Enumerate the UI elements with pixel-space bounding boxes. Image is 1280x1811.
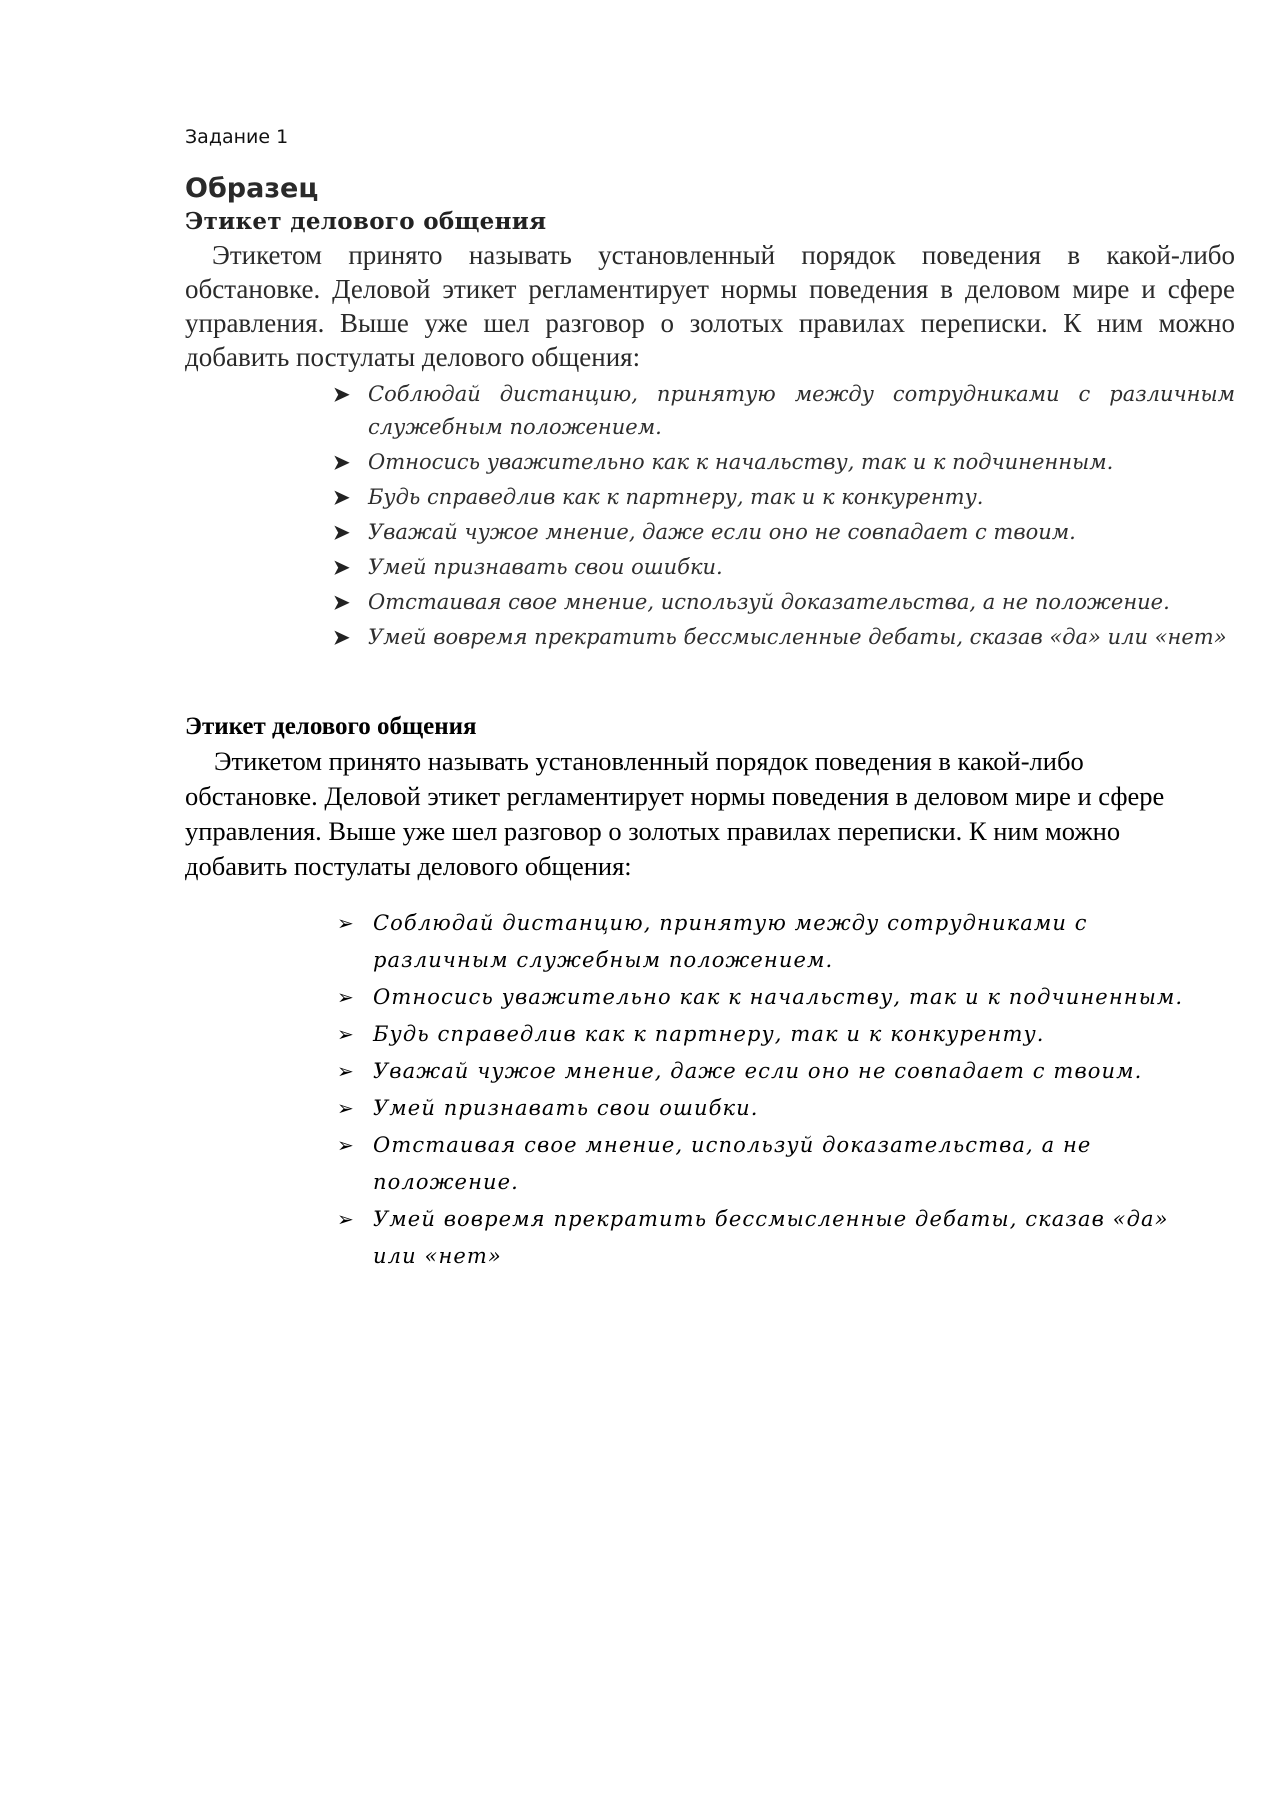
list-item (333, 445, 1235, 479)
list-item-text: Будь справедлив как к партнеру, так и к конкуренту. (368, 485, 984, 509)
arrowhead-icon: ➢ (337, 985, 354, 1009)
list-item-text: Относись уважительно как к начальству, так и к подчиненным. (368, 450, 1114, 474)
list-item-text: Соблюдай дистанцию, принятую между сотрудниками с различным служебным положением. (368, 382, 1235, 439)
list-item-text: Отстаивая свое мнение, используй доказательства, а не положение. (373, 1133, 1092, 1194)
typed-title: Этикет делового общения (185, 713, 477, 740)
list-item (333, 585, 1235, 619)
arrowhead-icon: ➢ (337, 1096, 354, 1120)
sample-paragraph: Этикетом принято называть установленный порядок поведения в какой-либо обстановке. Деловой этикет регламентирует нормы поведения в деловом мире и сфере управления. Выше уже шел разговор о золотых правилах переписки. К ним можно добавить постулаты делового общения: (185, 240, 1235, 372)
arrowhead-icon: ➢ (337, 1207, 354, 1231)
check-arrow-icon: ➤ (333, 520, 350, 544)
arrowhead-icon: ➢ (337, 1059, 354, 1083)
check-arrow-icon: ➤ (333, 555, 350, 579)
list-item (337, 979, 1185, 1016)
list-item (337, 905, 1185, 979)
list-item (337, 1053, 1185, 1090)
arrowhead-icon: ➢ (337, 1133, 354, 1157)
sample-title: Этикет делового общения (185, 208, 547, 235)
list-item (337, 1016, 1185, 1053)
arrowhead-icon: ➢ (337, 1022, 354, 1046)
task-label: Задание 1 (185, 126, 289, 148)
sample-image (185, 172, 1235, 655)
list-item-text: Относись уважительно как к начальству, так и к подчиненным. (373, 985, 1184, 1009)
typed-section (185, 710, 1185, 1275)
check-arrow-icon: ➤ (333, 485, 350, 509)
list-item (337, 1090, 1185, 1127)
list-item-text: Соблюдай дистанцию, принятую между сотрудниками с различным служебным положением. (373, 911, 1088, 972)
list-item-text: Умей признавать свои ошибки. (373, 1096, 759, 1120)
check-arrow-icon: ➤ (333, 625, 350, 649)
list-item-text: Уважай чужое мнение, даже если оно не совпадает с твоим. (368, 520, 1076, 544)
list-item-text: Будь справедлив как к партнеру, так и к конкуренту. (373, 1022, 1045, 1046)
list-item (333, 480, 1235, 514)
list-item (337, 1127, 1185, 1201)
check-arrow-icon: ➤ (333, 382, 350, 406)
list-item (333, 515, 1235, 549)
arrowhead-icon: ➢ (337, 911, 354, 935)
sample-heading: Образец (185, 173, 319, 204)
check-arrow-icon: ➤ (333, 590, 350, 614)
check-arrow-icon: ➤ (333, 450, 350, 474)
list-item-text: Умей вовремя прекратить бессмысленные дебаты, сказав «да» или «нет» (373, 1207, 1169, 1268)
list-item-text: Умей вовремя прекратить бессмысленные дебаты, сказав «да» или «нет» (368, 625, 1227, 649)
list-item-text: Умей признавать свои ошибки. (368, 555, 723, 579)
list-item (333, 620, 1235, 654)
sample-bullet-list (185, 378, 1235, 654)
list-item-text: Уважай чужое мнение, даже если оно не совпадает с твоим. (373, 1059, 1143, 1083)
list-item (333, 550, 1235, 584)
list-item (333, 378, 1235, 444)
typed-paragraph: Этикетом принято называть установленный порядок поведения в какой-либо обстановке. Деловой этикет регламентирует нормы поведения в деловом мире и сфере управления. Выше уже шел разговор о золотых правилах переписки. К ним можно добавить постулаты делового общения: (185, 746, 1165, 881)
typed-bullet-list (185, 905, 1185, 1275)
list-item-text: Отстаивая свое мнение, используй доказательства, а не положение. (368, 590, 1170, 614)
list-item (337, 1201, 1185, 1275)
